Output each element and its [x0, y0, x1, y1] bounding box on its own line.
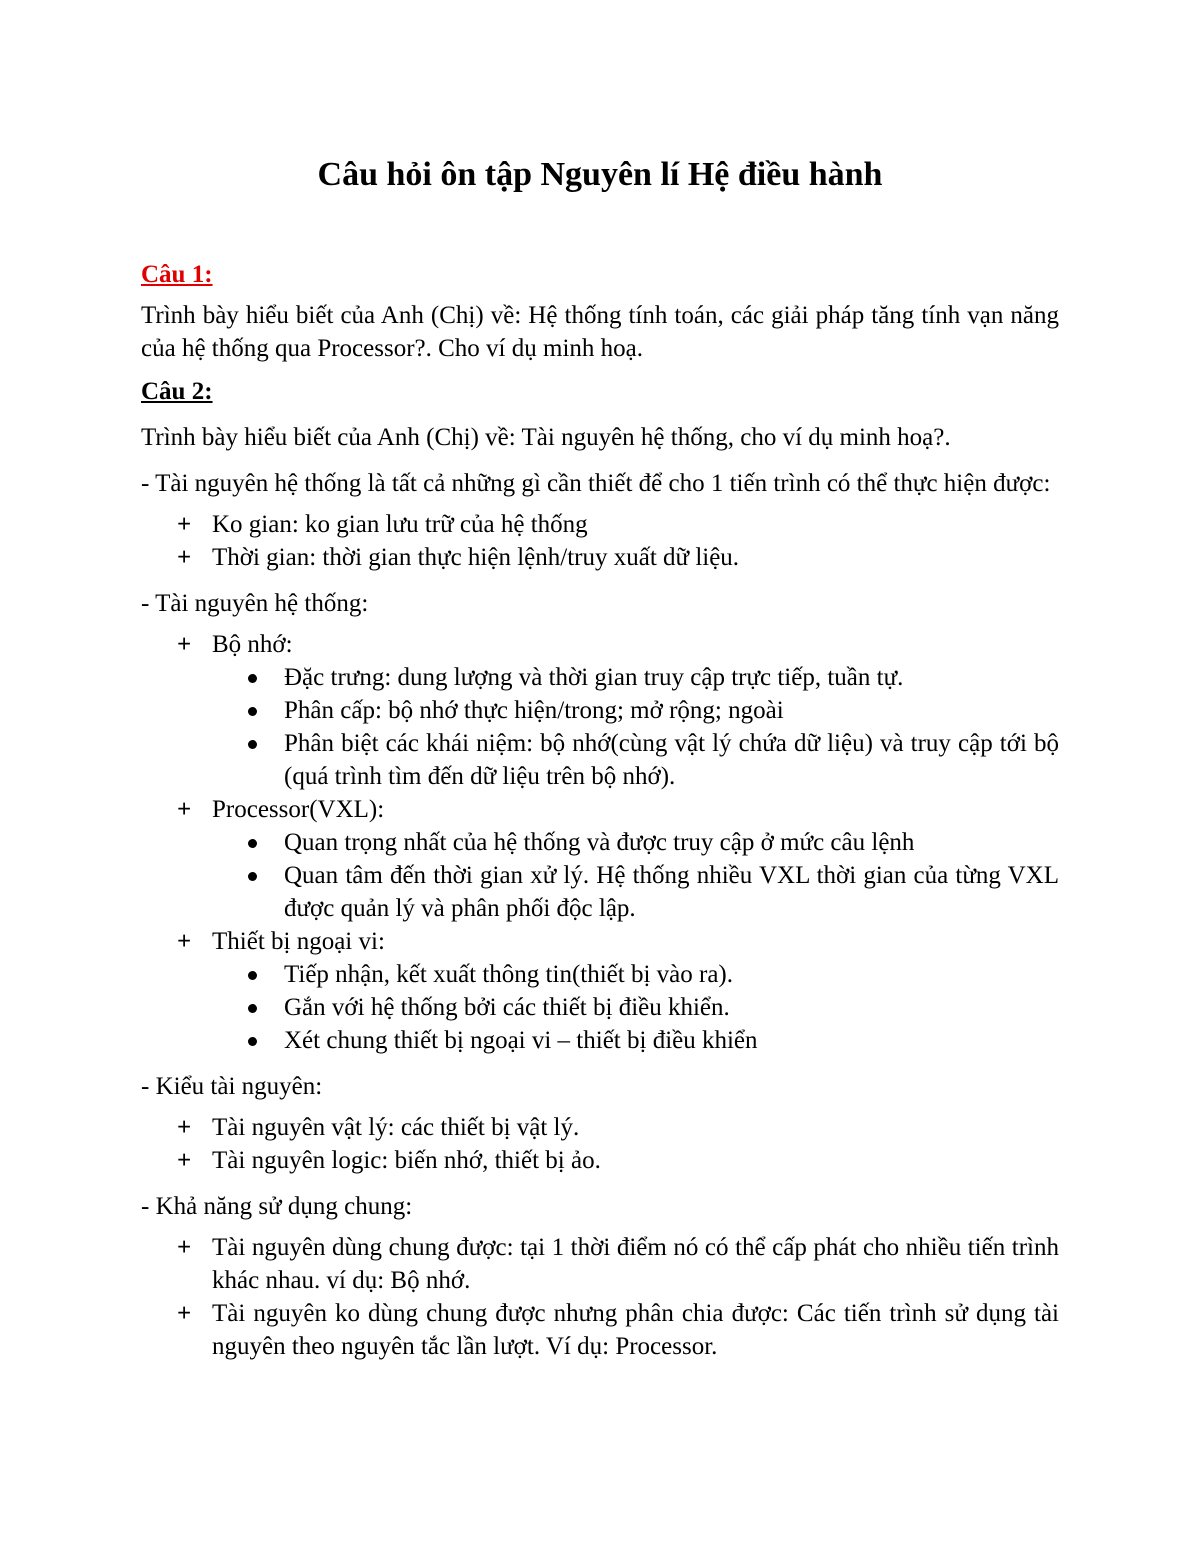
list-item: Tiếp nhận, kết xuất thông tin(thiết bị vào ra). [141, 958, 1059, 991]
dot-bullet-icon [248, 1037, 257, 1046]
types-list [141, 1111, 1059, 1177]
definition-list [141, 508, 1059, 574]
list-item: + Processor(VXL): Quan trọng nhất của hệ thống và được truy cập ở mức câu lệnh Quan tâm đến thời gian xử lý. Hệ thống nhiều VXL thời gian của từng VXL được quản lý và phân phối độc lập. [141, 793, 1059, 925]
plus-bullet-icon: + [177, 544, 192, 571]
list-item: + Bộ nhớ: Đặc trưng: dung lượng và thời gian truy cập trực tiếp, tuần tự. Phân cấp: bộ nhớ thực hiện/trong; mở rộng; ngoài Phân biệt các khái niệm: bộ nhớ(cùng vật lý chứa dữ liệu) và truy cập tới bộ (quá trình tìm đến dữ liệu trên bộ nhớ). [141, 628, 1059, 793]
document-title: Câu hỏi ôn tập Nguyên lí Hệ điều hành [317, 156, 883, 193]
plus-bullet-icon: + [177, 1300, 192, 1327]
plus-bullet-icon: + [177, 928, 192, 955]
resources-list [141, 628, 1059, 1057]
list-item: Quan tâm đến thời gian xử lý. Hệ thống nhiều VXL thời gian của từng VXL được quản lý và phân phối độc lập. [141, 859, 1059, 925]
resources-heading: - Tài nguyên hệ thống: [141, 590, 369, 617]
list-item: Gắn với hệ thống bởi các thiết bị điều khiển. [141, 991, 1059, 1024]
list-item: + Tài nguyên vật lý: các thiết bị vật lý. [141, 1111, 1059, 1144]
list-item: + Tài nguyên logic: biến nhớ, thiết bị ảo. [141, 1144, 1059, 1177]
dot-bullet-icon [248, 1004, 257, 1013]
plus-bullet-icon: + [177, 796, 192, 823]
definition-paragraph: - Tài nguyên hệ thống là tất cả những gì cần thiết để cho 1 tiến trình có thể thực hiện được: [141, 470, 1051, 497]
list-item: + Thiết bị ngoại vi: Tiếp nhận, kết xuất thông tin(thiết bị vào ra). Gắn với hệ thống bởi các thiết bị điều khiển. Xét chung thiết bị ngoại vi – thiết bị điều khiển [141, 925, 1059, 1057]
list-item: Đặc trưng: dung lượng và thời gian truy cập trực tiếp, tuần tự. [141, 661, 1059, 694]
dot-bullet-icon [248, 839, 257, 848]
question-2-heading: Câu 2: [141, 378, 213, 405]
question-1-text: Trình bày hiểu biết của Anh (Chị) về: Hệ thống tính toán, các giải pháp tăng tính vạn năng của hệ thống qua Processor?. Cho ví dụ minh hoạ. [141, 302, 1059, 362]
plus-bullet-icon: + [177, 631, 192, 658]
sub-list [212, 826, 1059, 925]
question-2-text: Trình bày hiểu biết của Anh (Chị) về: Tài nguyên hệ thống, cho ví dụ minh hoạ?. [141, 424, 951, 451]
sharing-heading: - Khả năng sử dụng chung: [141, 1193, 413, 1220]
types-heading: - Kiểu tài nguyên: [141, 1073, 323, 1100]
dot-bullet-icon [248, 872, 257, 881]
sub-list [212, 661, 1059, 793]
sharing-list [141, 1231, 1059, 1363]
list-item: Xét chung thiết bị ngoại vi – thiết bị điều khiển [141, 1024, 1059, 1057]
plus-bullet-icon: + [177, 1234, 192, 1261]
list-item: Phân biệt các khái niệm: bộ nhớ(cùng vật lý chứa dữ liệu) và truy cập tới bộ (quá trình tìm đến dữ liệu trên bộ nhớ). [141, 727, 1059, 793]
list-item: + Thời gian: thời gian thực hiện lệnh/truy xuất dữ liệu. [141, 541, 1059, 574]
list-item: + Tài nguyên ko dùng chung được nhưng phân chia được: Các tiến trình sử dụng tài nguyên theo nguyên tắc lần lượt. Ví dụ: Processor. [141, 1297, 1059, 1363]
question-1-heading: Câu 1: [141, 261, 213, 288]
dot-bullet-icon [248, 707, 257, 716]
sub-list [212, 958, 1059, 1057]
list-item: + Tài nguyên dùng chung được: tại 1 thời điểm nó có thể cấp phát cho nhiều tiến trình khác nhau. ví dụ: Bộ nhớ. [141, 1231, 1059, 1297]
dot-bullet-icon [248, 971, 257, 980]
list-item: + Ko gian: ko gian lưu trữ của hệ thống [141, 508, 1059, 541]
document-content [141, 150, 1059, 1363]
list-item: Phân cấp: bộ nhớ thực hiện/trong; mở rộng; ngoài [141, 694, 1059, 727]
dot-bullet-icon [248, 674, 257, 683]
list-item: Quan trọng nhất của hệ thống và được truy cập ở mức câu lệnh [141, 826, 1059, 859]
plus-bullet-icon: + [177, 1147, 192, 1174]
dot-bullet-icon [248, 740, 257, 749]
plus-bullet-icon: + [177, 511, 192, 538]
plus-bullet-icon: + [177, 1114, 192, 1141]
